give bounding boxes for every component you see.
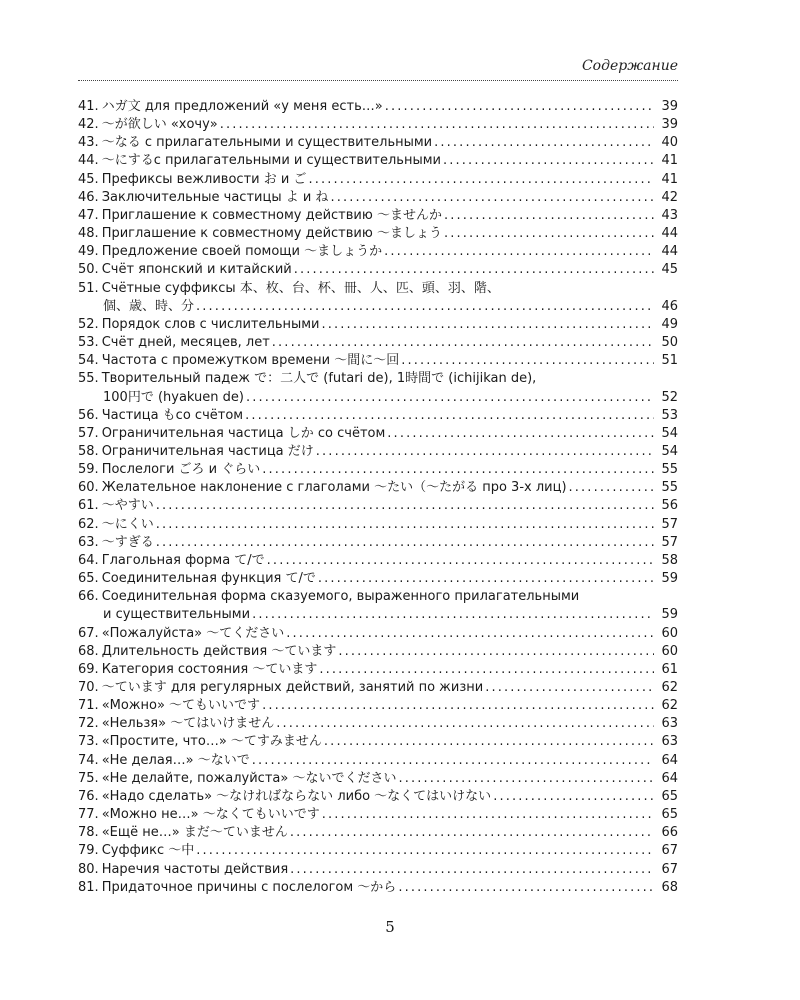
toc-entry-number: 73. — [78, 734, 99, 750]
toc-entry-title-continued: и существительными — [103, 607, 251, 623]
toc-entry-number: 74. — [78, 752, 99, 768]
toc-entry-number: 54. — [78, 353, 99, 369]
toc-entry-number: 44. — [78, 153, 99, 169]
toc-entry-page: 42 — [661, 189, 678, 205]
toc-entry — [78, 752, 678, 770]
dot-leader — [290, 824, 654, 842]
toc-entry-number: 50. — [78, 262, 99, 278]
toc-entry — [78, 98, 678, 116]
toc-entry-number: 52. — [78, 316, 99, 332]
toc-entry-page: 57 — [661, 534, 678, 550]
dot-leader — [156, 497, 654, 515]
toc-entry-page: 52 — [661, 389, 678, 405]
toc-entry-page: 40 — [661, 135, 678, 151]
toc-entry — [78, 661, 678, 679]
toc-entry-number: 65. — [78, 571, 99, 587]
toc-entry-title: Предложение своей помощи ～ましょうか — [101, 244, 383, 260]
toc-entry-number: 69. — [78, 661, 99, 677]
toc-entry — [78, 152, 678, 170]
toc-entry — [78, 316, 678, 334]
toc-entry-title: «Не делайте, пожалуйста» ～ないでください — [101, 770, 397, 786]
toc-entry — [78, 370, 678, 388]
dot-leader — [319, 661, 654, 679]
dot-leader — [338, 643, 654, 661]
dot-leader — [322, 316, 655, 334]
toc-entry-number: 68. — [78, 643, 99, 659]
toc-entry-number: 60. — [78, 480, 99, 496]
dot-leader — [156, 516, 654, 534]
toc-entry-page: 39 — [661, 117, 678, 133]
dot-leader — [308, 171, 654, 189]
dot-leader — [330, 189, 654, 207]
dot-leader — [290, 861, 654, 879]
toc-entry-title: «Можно» ～てもいいです — [101, 698, 261, 714]
dot-leader — [246, 389, 654, 407]
toc-entry-page: 54 — [661, 443, 678, 459]
toc-entry — [78, 461, 678, 479]
toc-entry — [78, 171, 678, 189]
toc-entry — [78, 334, 678, 352]
toc-entry-page: 46 — [661, 298, 678, 314]
toc-entry — [78, 352, 678, 370]
dot-leader — [294, 261, 654, 279]
dot-leader — [252, 606, 654, 624]
dot-leader — [387, 425, 654, 443]
running-header: Содержание — [581, 58, 678, 74]
toc-entry-title: Ограничительная частица だけ — [101, 443, 314, 459]
toc-entry-title: «Нельзя» ～てはいけません — [101, 716, 275, 732]
toc-entry-title: ～が欲しい «хочу» — [101, 117, 218, 133]
toc-entry-title: Длительность действия ～ています — [101, 643, 337, 659]
toc-entry-number: 79. — [78, 843, 99, 859]
toc-entry-title: Счёт дней, месяцев, лет — [101, 335, 270, 351]
toc-entry-title: ハガ文 для предложений «у меня есть…» — [101, 99, 383, 114]
dot-leader — [385, 98, 654, 116]
dot-leader — [262, 697, 654, 715]
toc-entry — [78, 770, 678, 788]
toc-entry — [78, 788, 678, 806]
toc-entry — [78, 425, 678, 443]
toc-entry-number: 66. — [78, 589, 99, 605]
toc-entry-page: 62 — [661, 698, 678, 714]
toc-entry-title: «Можно не…» ～なくてもいいです — [101, 807, 320, 823]
toc-entry-title: Послелоги ごろ и ぐらい — [101, 462, 261, 478]
toc-entry-number: 53. — [78, 335, 99, 351]
toc-entry — [78, 407, 678, 425]
toc-entry-number: 45. — [78, 171, 99, 187]
toc-entry-title: ～やすい — [101, 498, 154, 514]
toc-entry — [78, 715, 678, 733]
dot-leader — [444, 225, 654, 243]
toc-entry-title: Приглашение к совместному действию ～ましょう — [101, 226, 442, 242]
dot-leader — [276, 715, 654, 733]
toc-entry-page: 63 — [661, 716, 678, 732]
toc-entry-title: Глагольная форма て/で — [101, 552, 265, 568]
toc-entry-number: 48. — [78, 226, 99, 242]
toc-entry-page: 64 — [661, 770, 678, 786]
toc-entry-title: Соединительная форма сказуемого, выраженного прилагательными — [101, 589, 580, 605]
toc-entry — [78, 479, 678, 497]
toc-entry-page: 62 — [661, 680, 678, 695]
toc-entry-number: 46. — [78, 189, 99, 205]
toc-entry-number: 47. — [78, 207, 99, 223]
dot-leader — [262, 461, 654, 479]
toc-entry-continuation — [78, 389, 678, 407]
toc-entry — [78, 134, 678, 152]
page-number: 5 — [385, 918, 395, 936]
toc-entry-page: 58 — [661, 552, 678, 568]
toc-entry — [78, 189, 678, 207]
toc-entry-title: «Не делая…» ～ないで — [101, 752, 250, 768]
toc-entry-page: 60 — [661, 625, 678, 641]
dot-leader — [493, 788, 654, 806]
toc-entry-number: 59. — [78, 462, 99, 478]
toc-entry-page: 55 — [661, 462, 678, 478]
toc-entry-number: 51. — [78, 280, 99, 296]
dot-leader — [220, 116, 654, 134]
toc-entry-number: 75. — [78, 770, 99, 786]
toc-entry — [78, 116, 678, 134]
dot-leader — [401, 352, 654, 370]
toc-entry-title: ～ています для регулярных действий, занятий по жизни — [101, 680, 484, 695]
toc-entry-number: 64. — [78, 552, 99, 568]
toc-entry-title: Придаточное причины с послелогом ～から — [101, 879, 397, 895]
toc-entry-number: 81. — [78, 879, 99, 895]
dot-leader — [485, 679, 654, 697]
toc-entry — [78, 824, 678, 842]
toc-entry — [78, 261, 678, 279]
toc-entry-title: Порядок слов с числительными — [101, 316, 320, 332]
toc-entry-page: 59 — [661, 607, 678, 623]
toc-entry — [78, 588, 678, 606]
toc-entry — [78, 570, 678, 588]
toc-entry-number: 55. — [78, 371, 99, 387]
toc-entry-number: 57. — [78, 425, 99, 441]
dot-leader — [384, 243, 654, 261]
toc-entry-page: 55 — [661, 480, 678, 496]
toc-entry-number: 70. — [78, 680, 99, 695]
dot-leader — [324, 733, 654, 751]
toc-entry-page: 68 — [661, 879, 678, 895]
toc-entry-page: 50 — [661, 335, 678, 351]
toc-entry-number: 80. — [78, 861, 99, 877]
toc-entry-page: 67 — [661, 843, 678, 859]
toc-entry — [78, 806, 678, 824]
toc-entry-page: 39 — [661, 99, 678, 114]
toc-entry-page: 66 — [661, 825, 678, 841]
dot-leader — [398, 879, 654, 897]
dot-leader — [245, 407, 654, 425]
toc-entry-page: 53 — [661, 407, 678, 423]
toc-entry-page: 63 — [661, 734, 678, 750]
toc-entry-title: Творительный падеж で：二人で (futari de), 1時間で (ichijikan de), — [101, 371, 537, 387]
toc-entry-number: 41. — [78, 99, 99, 114]
dot-leader — [318, 570, 654, 588]
toc-entry-page: 64 — [661, 752, 678, 768]
toc-entry — [78, 243, 678, 261]
toc-entry-title: Ограничительная частица しか со счётом — [101, 425, 386, 441]
toc-entry-number: 42. — [78, 117, 99, 133]
toc-entry — [78, 516, 678, 534]
toc-entry-title: ～にするс прилагательными и существительными — [101, 153, 441, 169]
table-of-contents — [78, 98, 678, 897]
toc-entry-title: Частота с промежутком времени ～間に～回 — [101, 353, 400, 369]
dot-leader — [444, 207, 654, 225]
toc-entry-title: Приглашение к совместному действию ～ませんか — [101, 207, 442, 223]
toc-entry-page: 54 — [661, 425, 678, 441]
toc-entry-title: «Пожалуйста» ～てください — [101, 625, 285, 641]
dot-leader — [272, 334, 654, 352]
dot-leader — [286, 625, 654, 643]
dot-leader — [443, 152, 654, 170]
toc-entry — [78, 225, 678, 243]
toc-entry — [78, 625, 678, 643]
toc-entry-title: Счётные суффиксы 本、枚、台、杯、冊、人、匹、頭、羽、階、 — [101, 280, 500, 296]
toc-entry-title: Заключительные частицы よ и ね — [101, 189, 329, 205]
dot-leader — [267, 552, 654, 570]
toc-entry-number: 67. — [78, 625, 99, 641]
toc-entry-title: Префиксы вежливости お и ご — [101, 171, 307, 187]
dot-leader — [569, 479, 654, 497]
toc-entry-continuation — [78, 298, 678, 316]
toc-entry — [78, 443, 678, 461]
toc-entry-page: 57 — [661, 516, 678, 532]
toc-entry — [78, 679, 678, 697]
toc-entry-number: 49. — [78, 244, 99, 260]
toc-entry — [78, 534, 678, 552]
toc-entry — [78, 643, 678, 661]
toc-entry-title: «Надо сделать» ～なければならない либо ～なくてはいけない — [101, 788, 492, 804]
toc-entry-page: 41 — [661, 153, 678, 169]
toc-entry-title: ～すぎる — [101, 534, 154, 550]
toc-entry-title: Желательное наклонение с глаголами ～たい（～たがる про 3-х лиц) — [101, 480, 567, 496]
toc-entry-title: Счёт японский и китайский — [101, 262, 292, 278]
toc-entry — [78, 842, 678, 860]
dot-leader — [196, 298, 654, 316]
dot-leader — [196, 842, 654, 860]
toc-entry-number: 56. — [78, 407, 99, 423]
toc-entry — [78, 552, 678, 570]
toc-entry-page: 41 — [661, 171, 678, 187]
toc-entry-page: 51 — [661, 353, 678, 369]
toc-entry-title: ～なる с прилагательными и существительными — [101, 135, 433, 151]
dot-leader — [322, 806, 654, 824]
toc-entry-page: 44 — [661, 226, 678, 242]
toc-entry-title: Соединительная функция て/で — [101, 571, 316, 587]
header-divider — [78, 80, 678, 81]
toc-entry-page: 60 — [661, 643, 678, 659]
toc-entry-page: 45 — [661, 262, 678, 278]
toc-entry-number: 62. — [78, 516, 99, 532]
toc-entry-page: 56 — [661, 498, 678, 514]
toc-entry-number: 58. — [78, 443, 99, 459]
dot-leader — [156, 534, 654, 552]
toc-entry-title: Суффикс ～中 — [101, 843, 195, 859]
toc-entry — [78, 207, 678, 225]
toc-entry-number: 77. — [78, 807, 99, 823]
toc-entry-title-continued: 100円で (hyakuen de) — [103, 389, 244, 405]
toc-entry — [78, 497, 678, 515]
toc-entry-page: 61 — [661, 661, 678, 677]
toc-entry — [78, 879, 678, 897]
toc-entry-number: 71. — [78, 698, 99, 714]
dot-leader — [434, 134, 654, 152]
toc-entry-number: 78. — [78, 825, 99, 841]
toc-entry-page: 65 — [661, 788, 678, 804]
toc-entry-number: 61. — [78, 498, 99, 514]
toc-entry-title: Наречия частоты действия — [101, 861, 289, 877]
toc-entry-title: ～にくい — [101, 516, 154, 532]
dot-leader — [316, 443, 654, 461]
toc-entry-number: 76. — [78, 788, 99, 804]
toc-entry-page: 49 — [661, 316, 678, 332]
toc-entry-number: 63. — [78, 534, 99, 550]
toc-entry-page: 59 — [661, 571, 678, 587]
toc-entry-title: Частица もсо счётом — [101, 407, 244, 423]
toc-entry — [78, 861, 678, 879]
toc-entry-continuation — [78, 606, 678, 624]
toc-entry-title: Категория состояния ～ています — [101, 661, 318, 677]
dot-leader — [398, 770, 654, 788]
toc-entry-title: «Простите, что…» ～てすみません — [101, 734, 322, 750]
toc-entry-page: 43 — [661, 207, 678, 223]
toc-entry-page: 67 — [661, 861, 678, 877]
toc-entry — [78, 733, 678, 751]
toc-entry-title-continued: 個、歳、時、分 — [103, 298, 195, 314]
dot-leader — [252, 752, 654, 770]
toc-entry — [78, 280, 678, 298]
toc-entry-number: 72. — [78, 716, 99, 732]
toc-entry-page: 44 — [661, 244, 678, 260]
toc-entry-title: «Ещё не…» まだ～ていません — [101, 825, 288, 841]
toc-entry-page: 65 — [661, 807, 678, 823]
toc-entry — [78, 697, 678, 715]
toc-entry-number: 43. — [78, 135, 99, 151]
